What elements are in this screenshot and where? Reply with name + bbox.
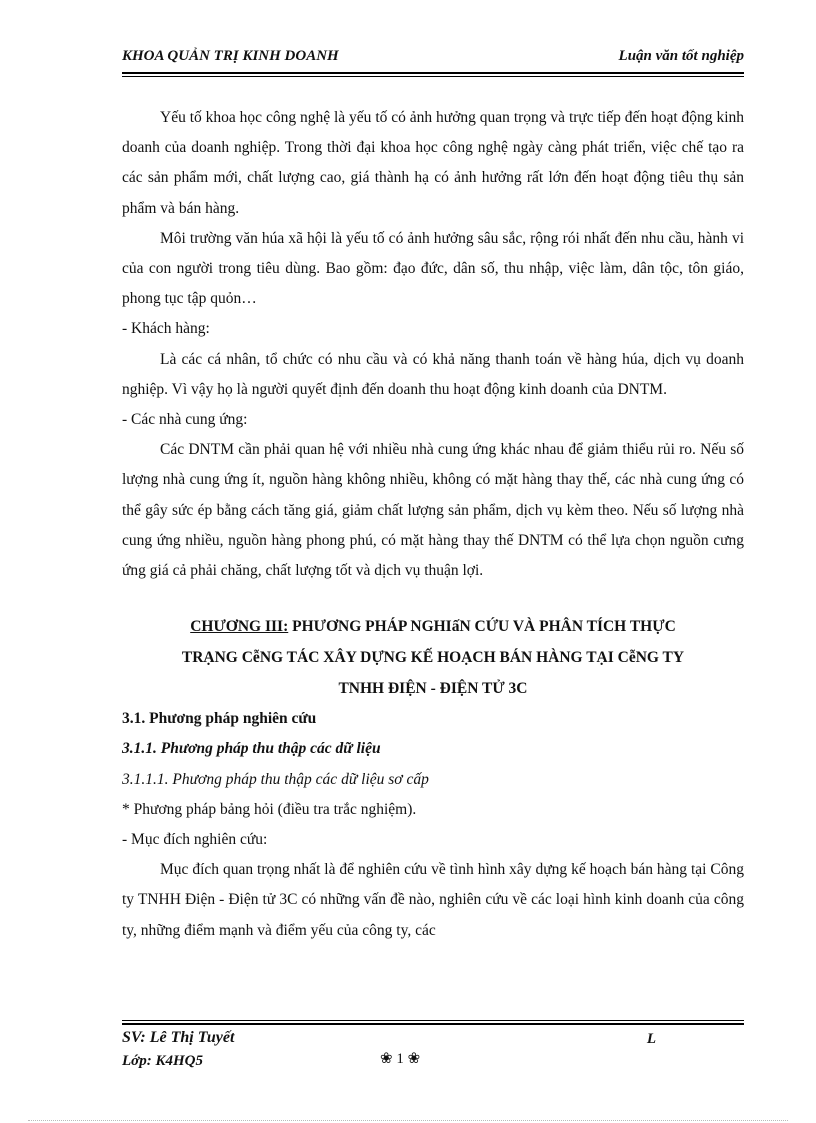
section-heading-3-1-1-1: 3.1.1.1. Phương pháp thu thập các dữ liệu sơ cấp — [122, 770, 429, 788]
section-heading-3-1-1: 3.1.1. Phương pháp thu thập các dữ liệu — [122, 740, 381, 758]
footer-mark: L — [646, 1031, 656, 1047]
chapter-title-line2: TRẠNG CễNG TÁC XÂY DỰNG KẾ HOẠCH BÁN HÀNG TẠI CễNG TY — [181, 649, 685, 667]
page-body — [122, 103, 744, 946]
student-name: SV: Lê Thị Tuyết — [122, 1029, 235, 1046]
list-item-purpose: - Mục đích nghiên cứu: — [122, 831, 268, 849]
section-heading-3-1: 3.1. Phương pháp nghiên cứu — [122, 710, 317, 728]
page-header — [122, 46, 744, 74]
class-name: Lớp: K4HQ5 — [122, 1053, 203, 1069]
chapter-title-line3: TNHH ĐIỆN - ĐIỆN TỬ 3C — [338, 680, 528, 698]
chapter-title — [122, 611, 744, 704]
list-item-questionnaire: * Phương pháp bảng hỏi (điều tra trắc nghiệm). — [122, 800, 417, 818]
document-type: Luận văn tốt nghiệp — [618, 48, 744, 64]
paragraph-purpose: Mục đích quan trọng nhất là để nghiên cứu về tình hình xây dựng kế hoạch bán hàng tại Công ty TNHH Điện - Điện tử 3C có những vấn đề nào, nghiên cứu về các loại hình kinh doanh của công ty, những điểm mạnh và điểm yếu của công ty, các — [122, 861, 744, 939]
paragraph-technology: Yếu tố khoa học công nghệ là yếu tố có ảnh hưởng quan trọng và trực tiếp đến hoạt động kinh doanh của doanh nghiệp. Trong thời đại khoa học công nghệ ngày càng phát triển, việc chế tạo ra các sản phẩm mới, chất lượng cao, giá thành hạ có ảnh hưởng rất lớn đến hoạt động tiêu thụ sản phẩm và bán hàng. — [122, 109, 744, 217]
paragraph-culture: Môi trường văn húa xã hội là yếu tố có ảnh hưởng sâu sắc, rộng rói nhất đến nhu cầu, hành vi của con người trong tiêu dùng. Bao gồm: đạo đức, dân số, thu nhập, việc làm, dân tộc, tôn giáo, phong tục tập quỏn… — [122, 229, 744, 308]
list-item-customers: - Khách hàng: — [122, 320, 210, 338]
paragraph-suppliers: Các DNTM cần phải quan hệ với nhiều nhà cung ứng khác nhau để giảm thiểu rủi ro. Nếu số lượng nhà cung ứng ít, nguồn hàng không nhiều, không có mặt hàng thay thế, các nhà cung ứng có thể gây sức ép bằng cách tăng giá, giảm chất lượng sản phẩm, dịch vụ kèm theo. Nếu số lượng nhà cung ứng nhiều, nguồn hàng phong phú, có mặt hàng thay thế DNTM có thể lựa chọn nguồn cưng ứng giá cả phải chăng, chất lượng tốt và dịch vụ thuận lợi. — [122, 441, 744, 580]
list-item-suppliers: - Các nhà cung ứng: — [122, 411, 248, 429]
chapter-title-line1: PHƯƠNG PHÁP NGHIấN CỨU VÀ PHÂN TÍCH THỰC — [292, 618, 676, 636]
page-edge-divider — [28, 1120, 788, 1121]
chapter-label: CHƯƠNG III: — [190, 618, 289, 636]
faculty-name: KHOA QUẢN TRỊ KINH DOANH — [122, 48, 339, 64]
page-number: ❀ 1 ❀ — [380, 1051, 421, 1067]
paragraph-customers: Là các cá nhân, tổ chức có nhu cầu và có khả năng thanh toán về hàng húa, dịch vụ doanh nghiệp. Vì vậy họ là người quyết định đến doanh thu hoạt động kinh doanh của DNTM. — [122, 350, 744, 398]
page-footer — [122, 1023, 744, 1085]
